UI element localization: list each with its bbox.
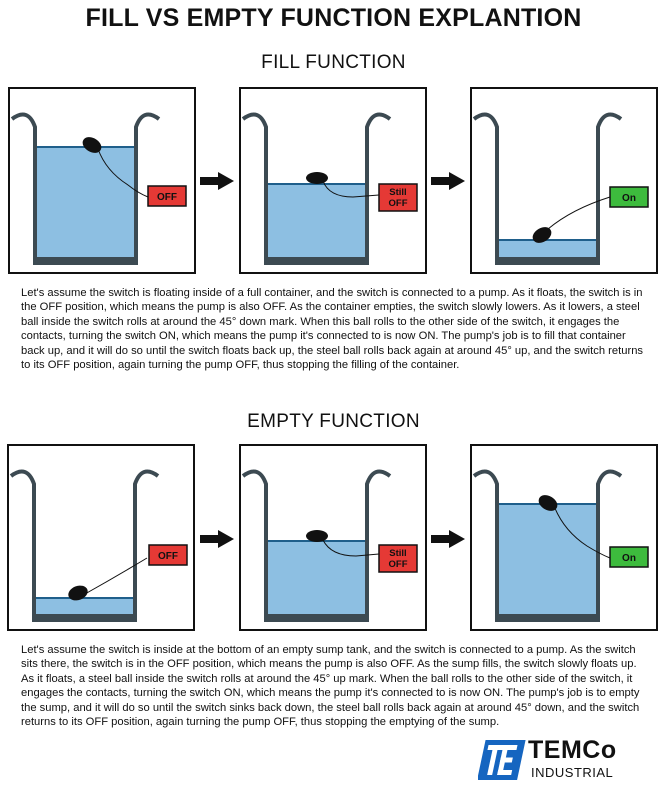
- arrow-right-icon: [431, 530, 465, 548]
- arrow-right-icon: [200, 530, 234, 548]
- empty-panel-1: [7, 444, 195, 631]
- svg-text:OFF: OFF: [388, 559, 408, 570]
- svg-text:On: On: [622, 553, 636, 564]
- float-switch: [306, 530, 328, 542]
- fill-panel-3: [470, 87, 658, 274]
- svg-text:OFF: OFF: [158, 551, 178, 562]
- logo-brand: TEMCo: [528, 736, 617, 764]
- empty-panel-3: [470, 444, 658, 631]
- float-switch: [306, 172, 328, 184]
- status-label: OFF: [157, 192, 177, 203]
- svg-text:Still: Still: [389, 548, 407, 559]
- svg-text:Still: Still: [389, 187, 407, 198]
- temco-logo: [478, 738, 648, 784]
- fill-description: Let's assume the switch is floating inside of a full container, and the switch is connected to a pump. As it floats, the switch is in the OFF position, which means the pump is also OFF. As the container empties, the switch slowly lowers. As it lowers, a steel ball inside the switch rolls at around the 45° down mark. When this ball rolls to the other side of the switch, it engages the contacts, turning the switch ON, which means the pump it's connected to is now ON. The pump's job is to fill that container back up, and it will do so until the switch floats back up, the steel ball rolls back again at around 45° up, and the switch returns to its OFF position, again turning the pump OFF, thus stopping the filling of the container.: [21, 287, 644, 372]
- arrow-right-icon: [431, 172, 465, 190]
- empty-section-heading: EMPTY FUNCTION: [247, 411, 420, 432]
- temco-logo-mark-icon: [478, 738, 526, 782]
- svg-text:On: On: [622, 193, 636, 204]
- page-title: FILL VS EMPTY FUNCTION EXPLANTION: [85, 4, 582, 32]
- empty-panel-2: [239, 444, 427, 631]
- water: [35, 147, 136, 263]
- fill-section-heading: FILL FUNCTION: [261, 52, 406, 73]
- empty-description: Let's assume the switch is inside at the bottom of an empty sump tank, and the switch is connected to a pump. As the switch sits there, the switch is in the OFF position, which means the pump is also OFF. As the sump fills, the switch slowly floats up. As it floats, a steel ball inside the switch rolls at around the 45° up mark. When the ball rolls to the other side of the switch, it engages the contacts, turning the switch ON, which means the pump it's connected to is now ON. The pump's job is to empty the sump, and it will do so until the switch sinks back down, the steel ball rolls back again at around 45° down, and the switch returns to its OFF position, again turning the pump OFF, thus stopping the emptying of the sump.: [21, 644, 640, 729]
- fill-panel-1: [8, 87, 196, 274]
- fill-panel-2: [239, 87, 427, 274]
- arrow-right-icon: [200, 172, 234, 190]
- logo-subtitle: INDUSTRIAL: [531, 765, 614, 780]
- svg-text:OFF: OFF: [388, 198, 408, 209]
